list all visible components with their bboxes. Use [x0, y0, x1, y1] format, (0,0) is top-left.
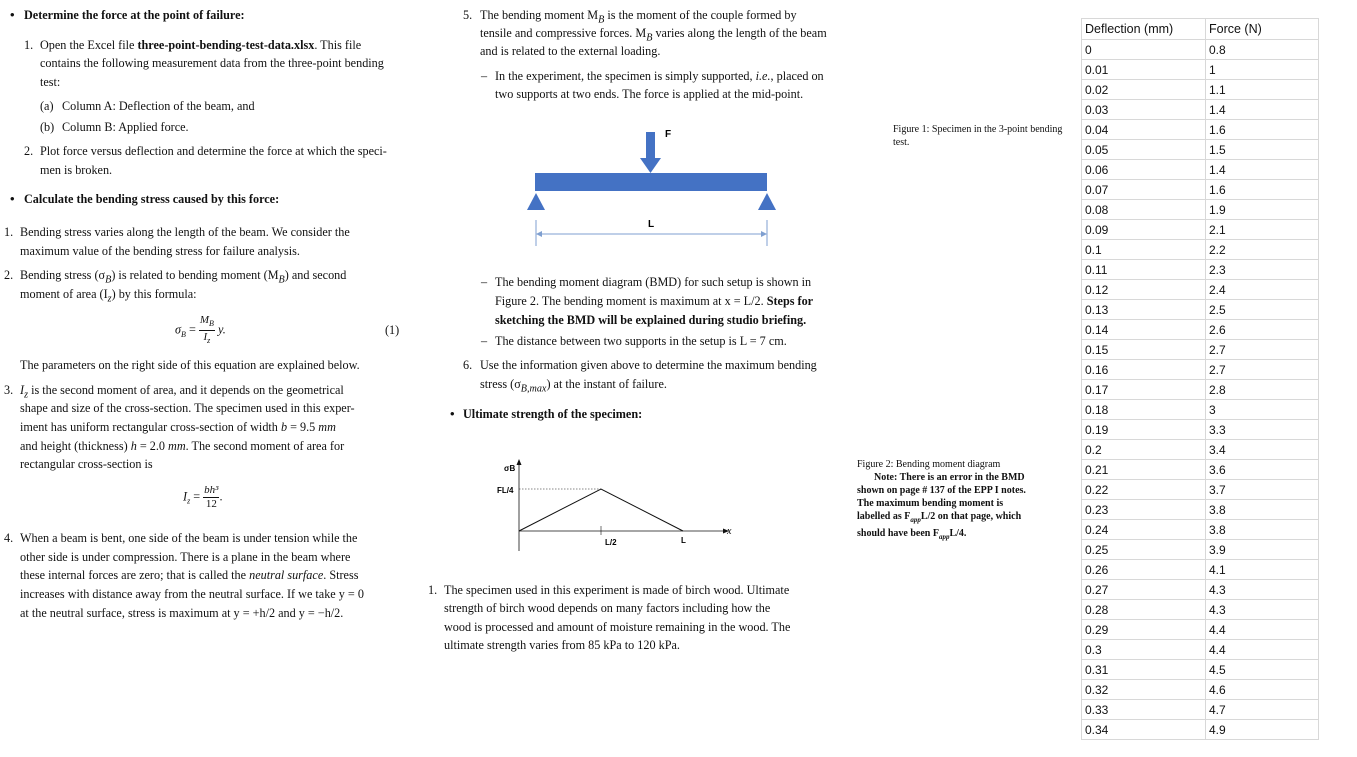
deflection-cell: 0.08 [1082, 200, 1206, 220]
table-row [1082, 480, 1319, 500]
beam [535, 173, 767, 191]
force-cell: 3 [1206, 400, 1319, 420]
list-letter: (a) [40, 99, 54, 113]
list-number: 3. [4, 383, 14, 397]
point-3-line-5: rectangular cross-section is [20, 457, 153, 471]
point-1-line-1: Bending stress varies along the length of the beam. We consider the [20, 225, 350, 239]
force-cell: 2.2 [1206, 240, 1319, 260]
deflection-cell: 0.2 [1082, 440, 1206, 460]
step-2-line-2: men is broken. [40, 163, 113, 177]
force-cell: 4.6 [1206, 680, 1319, 700]
force-cell: 4.3 [1206, 600, 1319, 620]
force-cell: 0.8 [1206, 40, 1319, 60]
deflection-cell: 0.17 [1082, 380, 1206, 400]
table-row [1082, 260, 1319, 280]
list-number: 5. [463, 8, 473, 22]
force-cell: 3.9 [1206, 540, 1319, 560]
deflection-cell: 0.27 [1082, 580, 1206, 600]
deflection-cell: 0.15 [1082, 340, 1206, 360]
table-row [1082, 40, 1319, 60]
list-number: 4. [4, 531, 14, 545]
deflection-cell: 0.24 [1082, 520, 1206, 540]
deflection-cell: 0.03 [1082, 100, 1206, 120]
force-arrow-shaft [646, 132, 655, 160]
table-row [1082, 440, 1319, 460]
deflection-cell: 0.05 [1082, 140, 1206, 160]
deflection-cell: 0.11 [1082, 260, 1206, 280]
deflection-cell: 0.02 [1082, 80, 1206, 100]
step-1-line-3: test: [40, 75, 61, 89]
list-number: 6. [463, 358, 473, 372]
table-row [1082, 460, 1319, 480]
force-cell: 1.5 [1206, 140, 1319, 160]
force-cell: 1.4 [1206, 100, 1319, 120]
deflection-cell: 0.26 [1082, 560, 1206, 580]
list-letter: (b) [40, 120, 55, 134]
force-label: F [665, 129, 672, 140]
point-6-line-1: Use the information given above to determine the maximum bending [480, 358, 817, 372]
force-cell: 1.1 [1206, 80, 1319, 100]
force-cell: 3.7 [1206, 480, 1319, 500]
table-row [1082, 520, 1319, 540]
force-header: Force (N) [1206, 19, 1319, 40]
table-row [1082, 220, 1319, 240]
left-support [527, 193, 545, 210]
deflection-cell: 0.19 [1082, 420, 1206, 440]
excel-file-name: three-point-bending-test-data.xlsx [137, 38, 315, 52]
table-row [1082, 60, 1319, 80]
table-row [1082, 500, 1319, 520]
table-row [1082, 360, 1319, 380]
point-5-line-2: tensile and compressive forces. $M_B$ varies along the length of the beam [480, 26, 827, 44]
table-row [1082, 300, 1319, 320]
deflection-cell: 0 [1082, 40, 1206, 60]
force-cell: 1 [1206, 60, 1319, 80]
step-1-line-2: contains the following measurement data from the three-point bending [40, 56, 384, 70]
force-cell: 1.4 [1206, 160, 1319, 180]
point-6-line-2: stress $(\sigma_{B,max})$ at the instant of failure. [480, 377, 667, 395]
bullet: • [10, 7, 15, 22]
dash-bullet: – [481, 275, 488, 289]
deflection-cell: 0.01 [1082, 60, 1206, 80]
point-2-line-2: moment of area $(I_z)$ by this formula: [20, 287, 197, 305]
point-3-line-1: $I_z$ is the second moment of area, and it depends on the geometrical [20, 383, 344, 401]
ultimate-line-2: strength of birch wood depends on many factors including how the [444, 601, 771, 615]
force-cell: 2.7 [1206, 360, 1319, 380]
dash-2-line-1: The bending moment diagram (BMD) for such setup is shown in [495, 275, 812, 289]
bullet: • [450, 406, 455, 421]
table-row [1082, 120, 1319, 140]
point-5-line-1: The bending moment $M_B$ is the moment of the couple formed by [480, 8, 797, 26]
dash-1-line-2: two supports at two ends. The force is applied at the mid-point. [495, 87, 804, 101]
table-row [1082, 80, 1319, 100]
moment-triangle [519, 489, 683, 531]
force-cell: 3.8 [1206, 500, 1319, 520]
list-number: 1. [428, 583, 438, 597]
table-row [1082, 180, 1319, 200]
table-row [1082, 320, 1319, 340]
table-row [1082, 700, 1319, 720]
equation-number: (1) [385, 323, 400, 337]
table-row [1082, 380, 1319, 400]
force-cell: 4.9 [1206, 720, 1319, 740]
sigma-b-label: σB [504, 464, 516, 473]
deflection-cell: 0.07 [1082, 180, 1206, 200]
force-cell: 2.4 [1206, 280, 1319, 300]
deflection-cell: 0.31 [1082, 660, 1206, 680]
deflection-cell: 0.3 [1082, 640, 1206, 660]
force-cell: 3.4 [1206, 440, 1319, 460]
deflection-cell: 0.06 [1082, 160, 1206, 180]
force-cell: 2.1 [1206, 220, 1319, 240]
step-a-text: Column A: Deflection of the beam, and [62, 99, 255, 113]
point-5-line-3: and is related to the external loading. [480, 44, 661, 58]
deflection-cell: 0.22 [1082, 480, 1206, 500]
force-cell: 4.5 [1206, 660, 1319, 680]
table-row [1082, 600, 1319, 620]
dash-1-line-1: In the experiment, the specimen is simply supported, i.e., placed on [495, 69, 824, 83]
figure-1-three-point-bending [520, 120, 790, 255]
table-row [1082, 340, 1319, 360]
table-row [1082, 580, 1319, 600]
table-row [1082, 100, 1319, 120]
dash-bullet: – [481, 69, 488, 83]
deflection-cell: 0.13 [1082, 300, 1206, 320]
deflection-cell: 0.23 [1082, 500, 1206, 520]
table-row [1082, 680, 1319, 700]
deflection-cell: 0.09 [1082, 220, 1206, 240]
dash-2-line-2: Figure 2. The bending moment is maximum at x = L/2. Steps for [495, 294, 814, 308]
deflection-cell: 0.34 [1082, 720, 1206, 740]
step-1-line-1: Open the Excel file three-point-bending-test-data.xlsx. This file [40, 38, 362, 52]
point-2-line-1: Bending stress $(\sigma_B)$ is related to bending moment $(M_B)$ and second [20, 268, 347, 286]
measurement-data-table [1081, 18, 1319, 740]
table-row [1082, 200, 1319, 220]
force-cell: 2.7 [1206, 340, 1319, 360]
step-2-line-1: Plot force versus deflection and determine the force at which the speci- [40, 144, 387, 158]
force-arrow-head [640, 158, 661, 173]
force-cell: 4.3 [1206, 580, 1319, 600]
force-cell: 1.9 [1206, 200, 1319, 220]
half-length-label: L/2 [605, 538, 617, 547]
list-number: 1. [4, 225, 14, 239]
table-row [1082, 540, 1319, 560]
x-axis-label: x [727, 526, 732, 537]
ultimate-line-3: wood is processed and amount of moisture remaining in the wood. The [444, 620, 791, 634]
figure-2-bending-moment-diagram [495, 455, 745, 555]
deflection-cell: 0.14 [1082, 320, 1206, 340]
table-row [1082, 160, 1319, 180]
dash-bullet: – [481, 334, 488, 348]
force-cell: 2.3 [1206, 260, 1319, 280]
section-heading-ultimate: Ultimate strength of the specimen: [463, 407, 643, 421]
deflection-cell: 0.32 [1082, 680, 1206, 700]
fl4-label: FL/4 [497, 486, 514, 495]
table-row [1082, 720, 1319, 740]
point-4-line-3: these internal forces are zero; that is called the neutral surface. Stress [20, 568, 359, 582]
point-3-line-3: iment has uniform rectangular cross-section of width b = 9.5 mm [20, 420, 336, 434]
right-support [758, 193, 776, 210]
table-row [1082, 660, 1319, 680]
section-heading-failure: Determine the force at the point of failure: [24, 8, 245, 22]
deflection-header: Deflection (mm) [1082, 19, 1206, 40]
bending-stress-equation: $\sigma_B$ = $\frac{M_B}{I_z}$ y. [175, 314, 226, 346]
length-label: L [681, 536, 686, 545]
list-number: 2. [4, 268, 14, 282]
ultimate-line-4: ultimate strength varies from 85 kPa to 120 kPa. [444, 638, 680, 652]
point-3-line-2: shape and size of the cross-section. The specimen used in this exper- [20, 401, 355, 415]
point-4-line-1: When a beam is bent, one side of the beam is under tension while the [20, 531, 358, 545]
point-4-line-4: increases with distance away from the neutral surface. If we take y = 0 [20, 587, 364, 601]
list-number: 2. [24, 144, 34, 158]
table-row [1082, 420, 1319, 440]
table-row [1082, 400, 1319, 420]
force-cell: 3.3 [1206, 420, 1319, 440]
force-cell: 4.4 [1206, 620, 1319, 640]
force-cell: 1.6 [1206, 120, 1319, 140]
dash-2-line-3: sketching the BMD will be explained during studio briefing. [495, 313, 807, 327]
force-cell: 2.5 [1206, 300, 1319, 320]
deflection-cell: 0.33 [1082, 700, 1206, 720]
table-header-row [1082, 19, 1319, 40]
force-cell: 3.6 [1206, 460, 1319, 480]
parameters-text: The parameters on the right side of this equation are explained below. [20, 358, 360, 372]
deflection-cell: 0.28 [1082, 600, 1206, 620]
table-row [1082, 140, 1319, 160]
table-row [1082, 240, 1319, 260]
table-row [1082, 280, 1319, 300]
force-cell: 2.6 [1206, 320, 1319, 340]
force-cell: 1.6 [1206, 180, 1319, 200]
deflection-cell: 0.16 [1082, 360, 1206, 380]
deflection-cell: 0.25 [1082, 540, 1206, 560]
bullet: • [10, 191, 15, 206]
second-moment-equation: $I_z$ = $\frac{\text{bh³}}{12}$ . [183, 484, 223, 510]
deflection-cell: 0.29 [1082, 620, 1206, 640]
list-number: 1. [24, 38, 34, 52]
length-label: L [648, 219, 655, 230]
force-cell: 4.4 [1206, 640, 1319, 660]
figure-1-caption: Figure 1: Specimen in the 3-point bending test. [893, 124, 1063, 148]
deflection-cell: 0.12 [1082, 280, 1206, 300]
deflection-cell: 0.18 [1082, 400, 1206, 420]
point-1-line-2: maximum value of the bending stress for failure analysis. [20, 244, 300, 258]
table-row [1082, 640, 1319, 660]
table-row [1082, 560, 1319, 580]
dash-3-text: The distance between two supports in the setup is L = 7 cm. [495, 334, 787, 348]
point-3-line-4: and height (thickness) h = 2.0 mm. The second moment of area for [20, 439, 345, 453]
deflection-cell: 0.04 [1082, 120, 1206, 140]
point-4-line-5: at the neutral surface, stress is maximum at y = +h/2 and y = −h/2. [20, 606, 344, 620]
force-cell: 4.1 [1206, 560, 1319, 580]
deflection-cell: 0.1 [1082, 240, 1206, 260]
point-4-line-2: other side is under compression. There is a plane in the beam where [20, 550, 351, 564]
step-b-text: Column B: Applied force. [62, 120, 189, 134]
deflection-cell: 0.21 [1082, 460, 1206, 480]
ultimate-line-1: The specimen used in this experiment is made of birch wood. Ultimate [444, 583, 790, 597]
table-row [1082, 620, 1319, 640]
figure-2-caption: Figure 2: Bending moment diagram Note: There is an error in the BMD shown on page # 137 of the EPP I notes. The maximum bending moment is labelled as $F_{app}L/2$ on that page, which should have been $F_{app}L/4$. [857, 459, 1026, 541]
force-cell: 4.7 [1206, 700, 1319, 720]
section-heading-stress: Calculate the bending stress caused by this force: [24, 192, 280, 206]
force-cell: 3.8 [1206, 520, 1319, 540]
force-cell: 2.8 [1206, 380, 1319, 400]
